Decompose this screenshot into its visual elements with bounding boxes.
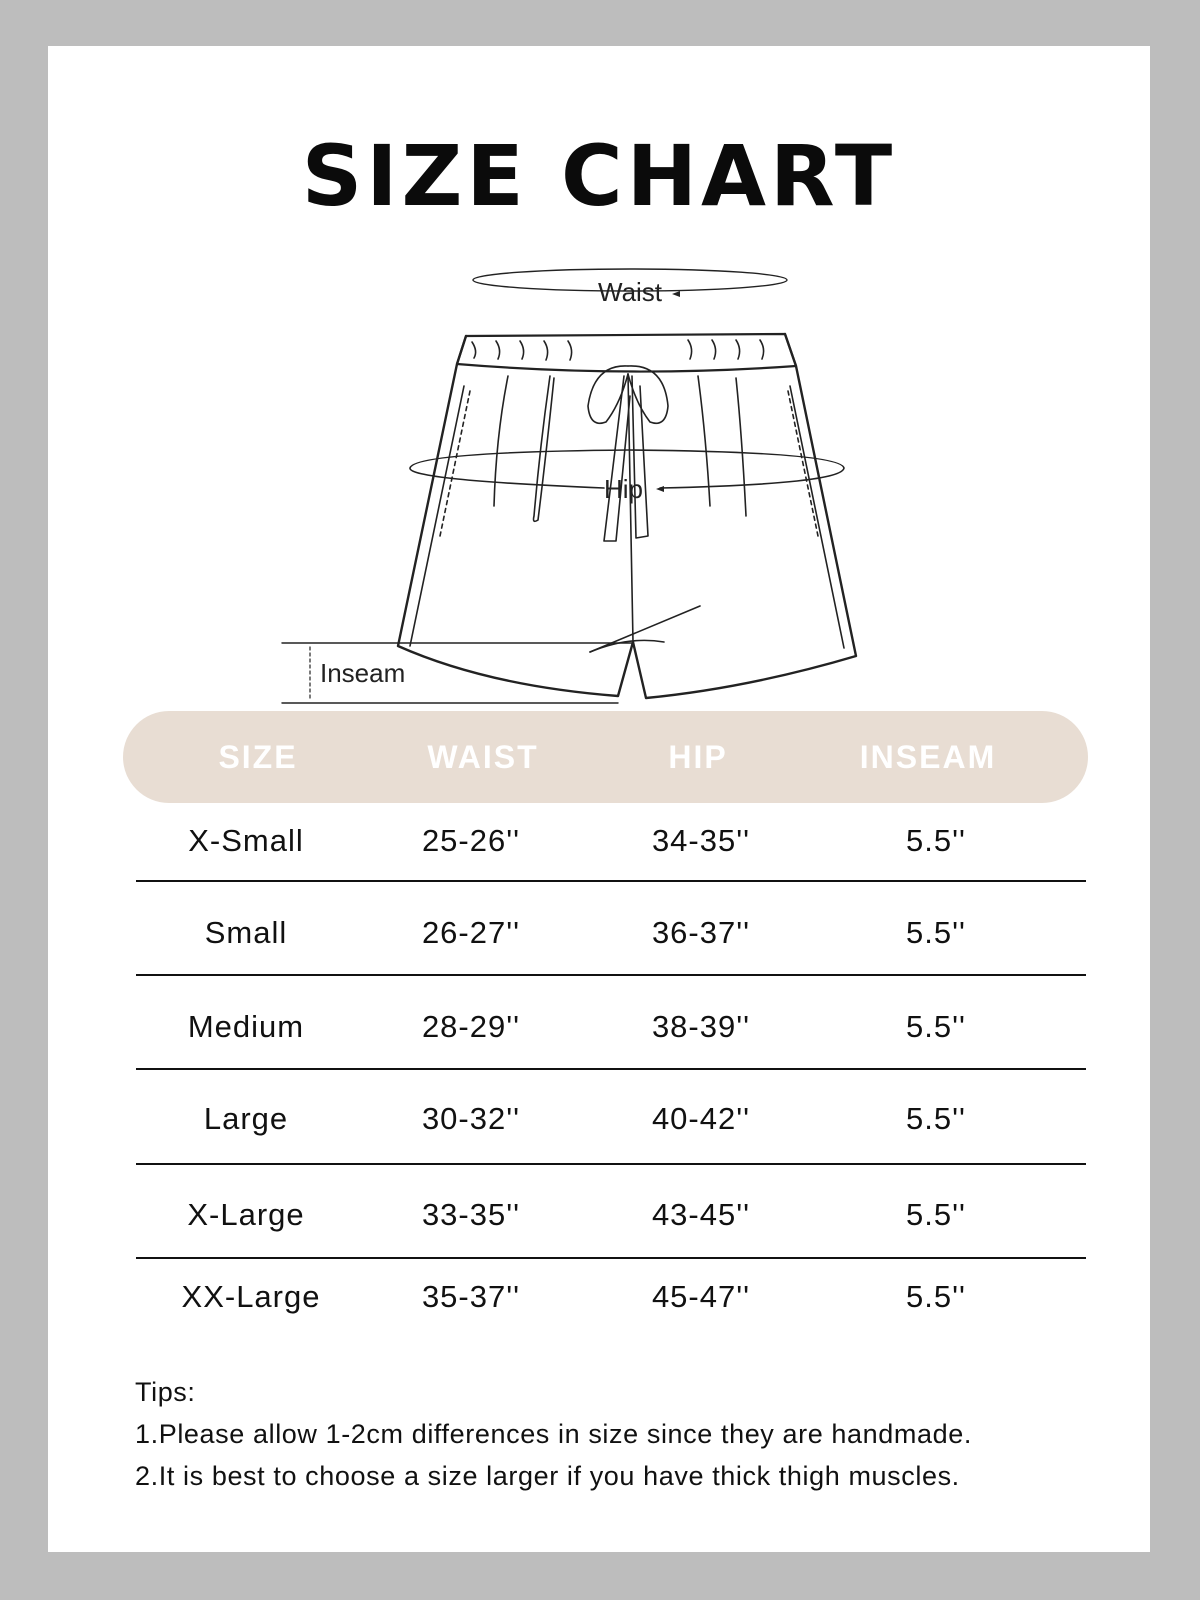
inseam-cell: 5.5''	[906, 823, 966, 858]
waist-cell: 25-26''	[421, 823, 521, 858]
hip-cell: 36-37''	[651, 915, 751, 950]
size-cell: Large	[203, 1101, 289, 1136]
tip-item: 1.Please allow 1-2cm differences in size since they are handmade.	[135, 1419, 972, 1449]
waist-label: Waist	[598, 277, 663, 307]
waist-cell: 33-35''	[421, 1197, 521, 1232]
waist-cell: 35-37''	[421, 1279, 521, 1314]
hip-label: Hip	[604, 474, 644, 504]
size-cell: Medium	[187, 1009, 305, 1044]
size-chart-card	[48, 46, 1150, 1552]
header-inseam: INSEAM	[859, 739, 997, 775]
tips-heading: Tips:	[135, 1377, 196, 1407]
hip-cell: 38-39''	[651, 1009, 751, 1044]
page-title: SIZE CHART	[301, 127, 897, 225]
waist-cell: 30-32''	[421, 1101, 521, 1136]
waist-arrow-icon	[672, 291, 680, 297]
tips-section	[135, 1371, 1095, 1497]
table-row	[136, 1168, 1086, 1262]
size-cell: XX-Large	[181, 1279, 321, 1314]
inseam-cell: 5.5''	[906, 1197, 966, 1232]
row-divider	[136, 1068, 1086, 1070]
header-hip: HIP	[668, 739, 728, 775]
tip-item: 2.It is best to choose a size larger if you have thick thigh muscles.	[135, 1461, 960, 1491]
header-size: SIZE	[218, 739, 298, 775]
inseam-cell: 5.5''	[906, 1101, 966, 1136]
row-divider	[136, 974, 1086, 976]
inseam-cell: 5.5''	[906, 1279, 966, 1314]
inseam-label: Inseam	[320, 658, 406, 688]
row-divider	[136, 880, 1086, 882]
size-cell: Small	[204, 915, 288, 950]
waist-cell: 26-27''	[421, 915, 521, 950]
inseam-cell: 5.5''	[906, 1009, 966, 1044]
table-row	[136, 1072, 1086, 1166]
table-row	[136, 980, 1086, 1074]
hip-cell: 34-35''	[651, 823, 751, 858]
size-cell: X-Large	[187, 1197, 305, 1232]
hip-cell: 43-45''	[651, 1197, 751, 1232]
inseam-cell: 5.5''	[906, 915, 966, 950]
hip-cell: 45-47''	[651, 1279, 751, 1314]
hip-cell: 40-42''	[651, 1101, 751, 1136]
header-waist: WAIST	[427, 739, 539, 775]
table-row	[136, 1250, 1086, 1344]
table-row	[136, 794, 1086, 888]
shorts-diagram	[228, 216, 928, 736]
table-row	[136, 886, 1086, 980]
table-header	[123, 711, 1088, 803]
size-cell: X-Small	[188, 823, 304, 858]
hip-arrow-icon	[656, 486, 664, 492]
row-divider	[136, 1163, 1086, 1165]
waist-cell: 28-29''	[421, 1009, 521, 1044]
